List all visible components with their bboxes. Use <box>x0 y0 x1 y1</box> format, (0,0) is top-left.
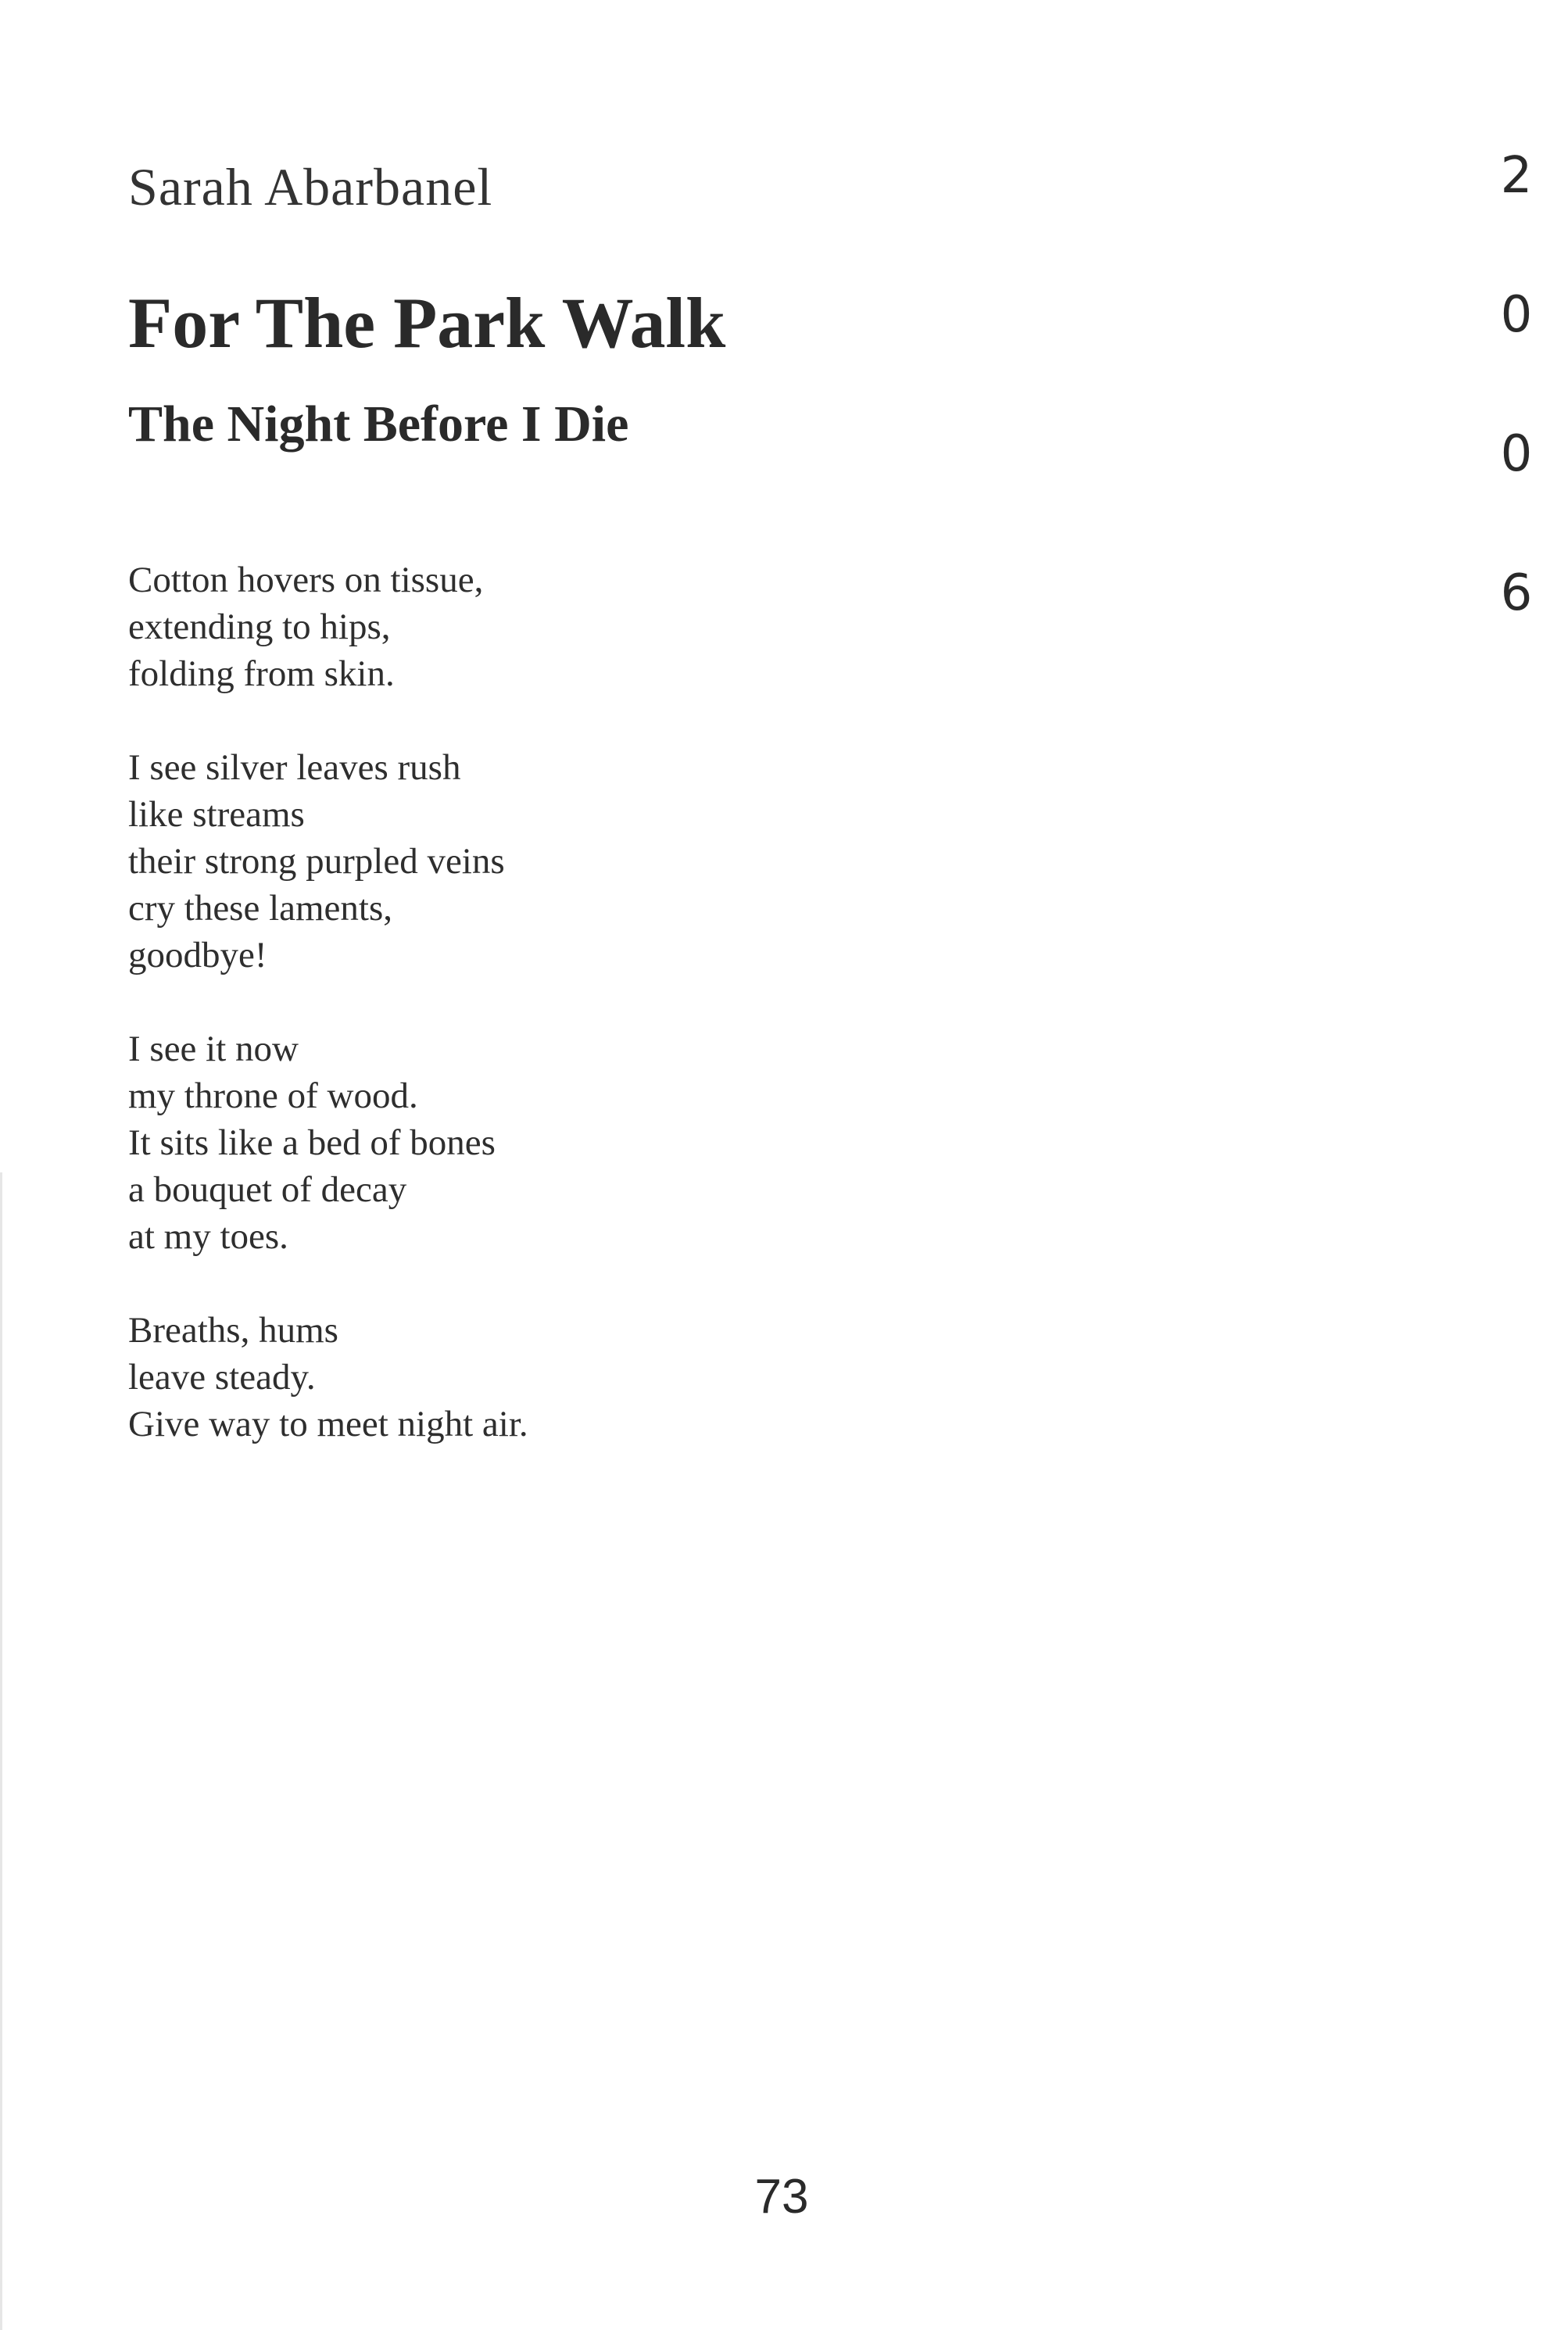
year-digit: 2 <box>1500 147 1533 205</box>
poem-line: I see it now <box>128 1029 299 1069</box>
poem-line: Give way to meet night air. <box>128 1404 528 1444</box>
year-digit: 0 <box>1500 425 1533 483</box>
poem-line: cry these laments, <box>128 888 393 929</box>
stanza <box>128 1025 988 1260</box>
stanza <box>128 1307 988 1448</box>
poem-title: For The Park Walk <box>128 283 726 363</box>
poem-line: Breaths, hums <box>128 1310 338 1351</box>
year-digit: 6 <box>1500 564 1533 622</box>
poem-line: It sits like a bed of bones <box>128 1122 496 1163</box>
poem-subtitle: The Night Before I Die <box>128 395 629 453</box>
page-number: 73 <box>754 2170 809 2224</box>
year-marker <box>1485 145 1548 701</box>
stanza <box>128 744 988 979</box>
poem-line: extending to hips, <box>128 607 391 647</box>
poem-line: folding from skin. <box>128 653 395 694</box>
poem-line: goodbye! <box>128 935 267 975</box>
poem-line: at my toes. <box>128 1216 288 1257</box>
author-name: Sarah Abarbanel <box>128 157 493 217</box>
poem-line: my throne of wood. <box>128 1076 418 1116</box>
poem-line: Cotton hovers on tissue, <box>128 560 484 600</box>
page-edge-shadow <box>0 1172 2 2330</box>
poem-line: like streams <box>128 794 305 835</box>
poem-body <box>128 557 988 1494</box>
poem-line: I see silver leaves rush <box>128 747 461 788</box>
poem-line: leave steady. <box>128 1357 316 1398</box>
poem-line: their strong purpled veins <box>128 841 505 882</box>
stanza <box>128 557 988 697</box>
year-digit: 0 <box>1500 286 1533 344</box>
poem-line: a bouquet of decay <box>128 1169 407 1210</box>
